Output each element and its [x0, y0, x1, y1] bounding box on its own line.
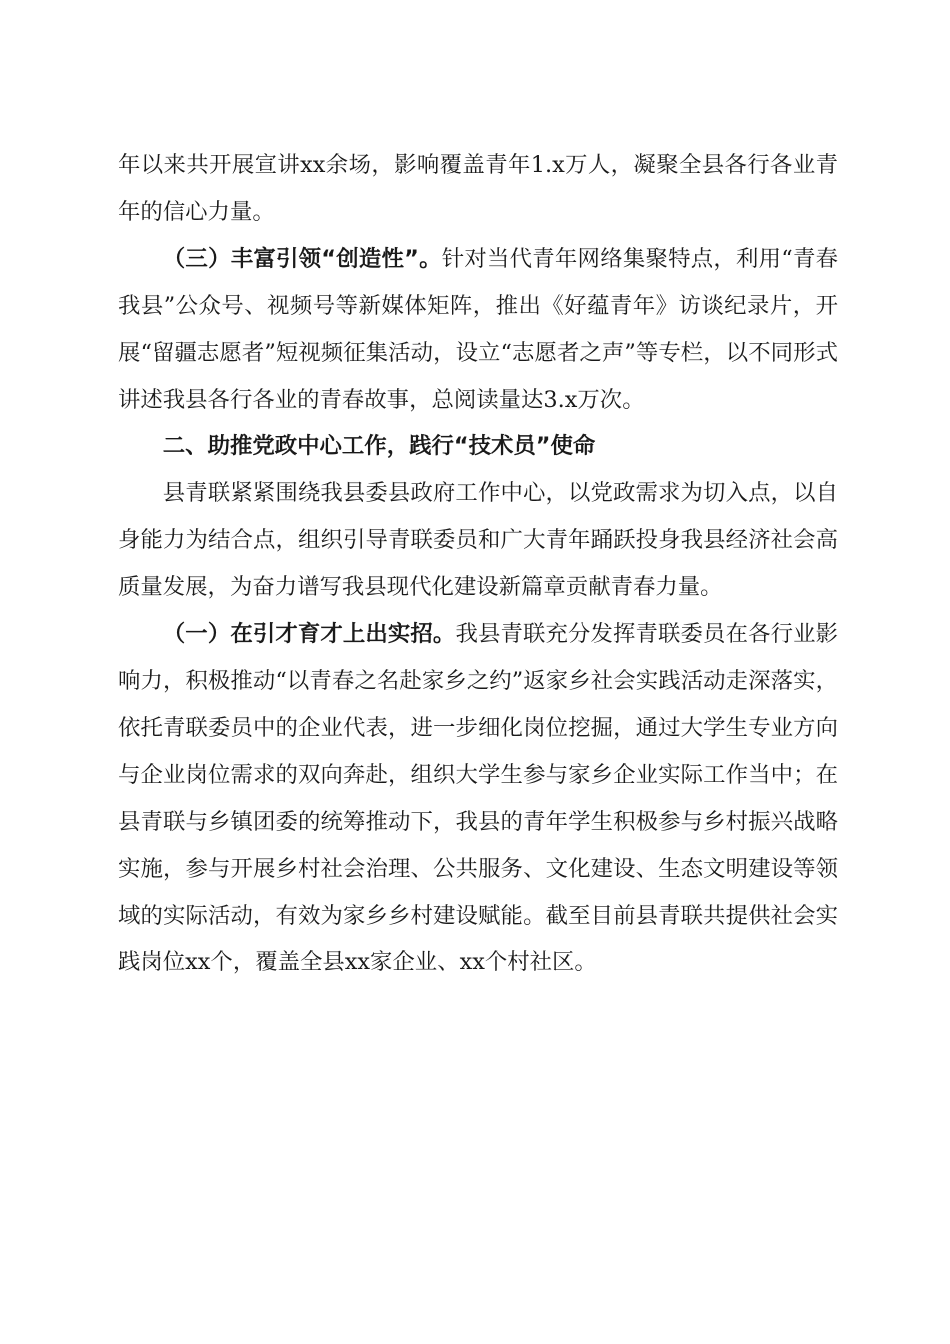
section-heading-2: 二、助推党政中心工作，践行“技术员”使命 — [162, 433, 596, 460]
paragraph-subsection-1 — [118, 611, 838, 986]
paragraph-body: 县青联紧紧围绕我县委县政府工作中心，以党政需求为切入点，以自身能力为结合点，组织引导青联委员和广大青年踊跃投身我县经济社会高质量发展，为奋力谱写我县现代化建设新篇章贡献青春力量。 — [118, 480, 838, 601]
paragraph-body: 我县青联充分发挥青联委员在各行业影响力，积极推动“以青春之名赴家乡之约”返家乡社会实践活动走深落实，依托青联委员中的企业代表，进一步细化岗位挖掘，通过大学生专业方向与企业岗位需求的双向奔赴，组织大学生参与家乡企业实际工作当中；在县青联与乡镇团委的统筹推动下，我县的青年学生积极参与乡村振兴战略实施，参与开展乡村社会治理、公共服务、文化建设、生态文明建设等领域的实际活动，有效为家乡乡村建设赋能。截至目前县青联共提供社会实践岗位xx个，覆盖全县xx家企业、xx个村社区。 — [118, 621, 839, 976]
document-body — [118, 142, 838, 986]
paragraph-section-intro — [118, 470, 838, 611]
subsection-lead: （一）在引才育才上出实招。 — [162, 621, 456, 648]
paragraph-body: 针对当代青年网络集聚特点，利用“青春我县”公众号、视频号等新媒体矩阵，推出《好蕴青年》访谈纪录片，开展“留疆志愿者”短视频征集活动，设立“志愿者之声”等专栏，以不同形式讲述我县各行各业的青春故事，总阅读量达3.x万次。 — [118, 245, 839, 413]
subsection-lead: （三）丰富引领“创造性”。 — [162, 245, 442, 272]
paragraph-subsection-3 — [118, 236, 838, 424]
paragraph-body: 年以来共开展宣讲xx余场，影响覆盖青年1.x万人，凝聚全县各行各业青年的信心力量。 — [118, 152, 838, 225]
paragraph-continuation — [118, 142, 838, 236]
